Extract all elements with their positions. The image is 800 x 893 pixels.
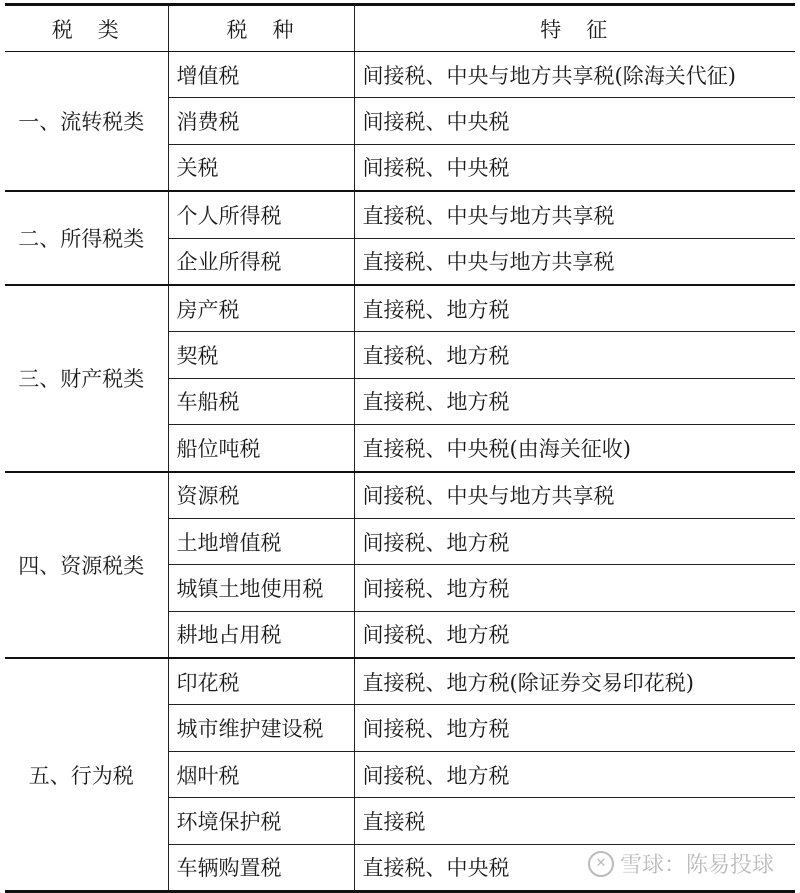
tax-feature: 直接税、地方税(除证券交易印花税) [354, 658, 795, 705]
tax-name: 契税 [168, 332, 354, 378]
snowball-logo-icon: ✕ [588, 851, 614, 877]
tax-table [5, 3, 795, 893]
tax-name: 车辆购置税 [168, 844, 354, 891]
tax-name: 增值税 [168, 52, 354, 98]
tax-feature: 间接税、中央与地方共享税 [354, 472, 795, 519]
tax-name: 个人所得税 [168, 191, 354, 238]
tax-name: 土地增值税 [168, 518, 354, 564]
tax-feature: 直接税、中央与地方共享税 [354, 191, 795, 238]
tax-feature: 间接税、中央税 [354, 144, 795, 191]
table-row [5, 472, 795, 519]
tax-name: 环境保护税 [168, 798, 354, 844]
tax-feature: 直接税、地方税 [354, 378, 795, 424]
tax-category: 五、行为税 [5, 658, 168, 891]
tax-name: 城市维护建设税 [168, 705, 354, 751]
tax-name: 耕地占用税 [168, 611, 354, 658]
tax-name: 资源税 [168, 472, 354, 519]
tax-feature: 间接税、地方税 [354, 565, 795, 611]
tax-feature: 直接税、中央与地方共享税 [354, 238, 795, 285]
tax-name: 企业所得税 [168, 238, 354, 285]
tax-feature: 直接税、中央税(由海关征收) [354, 425, 795, 472]
tax-category: 一、流转税类 [5, 52, 168, 192]
header-tax: 税 种 [168, 5, 354, 52]
tax-name: 城镇土地使用税 [168, 565, 354, 611]
table-row [5, 285, 795, 332]
watermark [584, 848, 778, 879]
tax-category: 二、所得税类 [5, 191, 168, 285]
tax-category: 四、资源税类 [5, 472, 168, 659]
table-row [5, 52, 795, 98]
table-row [5, 191, 795, 238]
tax-feature: 间接税、地方税 [354, 751, 795, 797]
table-row [5, 658, 795, 705]
header-category: 税 类 [5, 5, 168, 52]
tax-name: 烟叶税 [168, 751, 354, 797]
tax-feature: 间接税、中央税 [354, 98, 795, 144]
tax-feature: 直接税、地方税 [354, 332, 795, 378]
tax-feature: 直接税、地方税 [354, 285, 795, 332]
tax-name: 房产税 [168, 285, 354, 332]
header-feature: 特 征 [354, 5, 795, 52]
tax-name: 关税 [168, 144, 354, 191]
tax-feature: 间接税、中央与地方共享税(除海关代征) [354, 52, 795, 98]
tax-category: 三、财产税类 [5, 285, 168, 472]
tax-name: 消费税 [168, 98, 354, 144]
tax-feature: 间接税、地方税 [354, 611, 795, 658]
header-row [5, 5, 795, 52]
tax-name: 印花税 [168, 658, 354, 705]
tax-feature: 直接税 [354, 798, 795, 844]
tax-feature: 间接税、地方税 [354, 705, 795, 751]
tax-feature: 间接税、地方税 [354, 518, 795, 564]
tax-feature: 直接税、中央税 [354, 844, 795, 891]
tax-name: 船位吨税 [168, 425, 354, 472]
watermark-text: 雪球：陈易投球 [619, 853, 774, 878]
tax-name: 车船税 [168, 378, 354, 424]
